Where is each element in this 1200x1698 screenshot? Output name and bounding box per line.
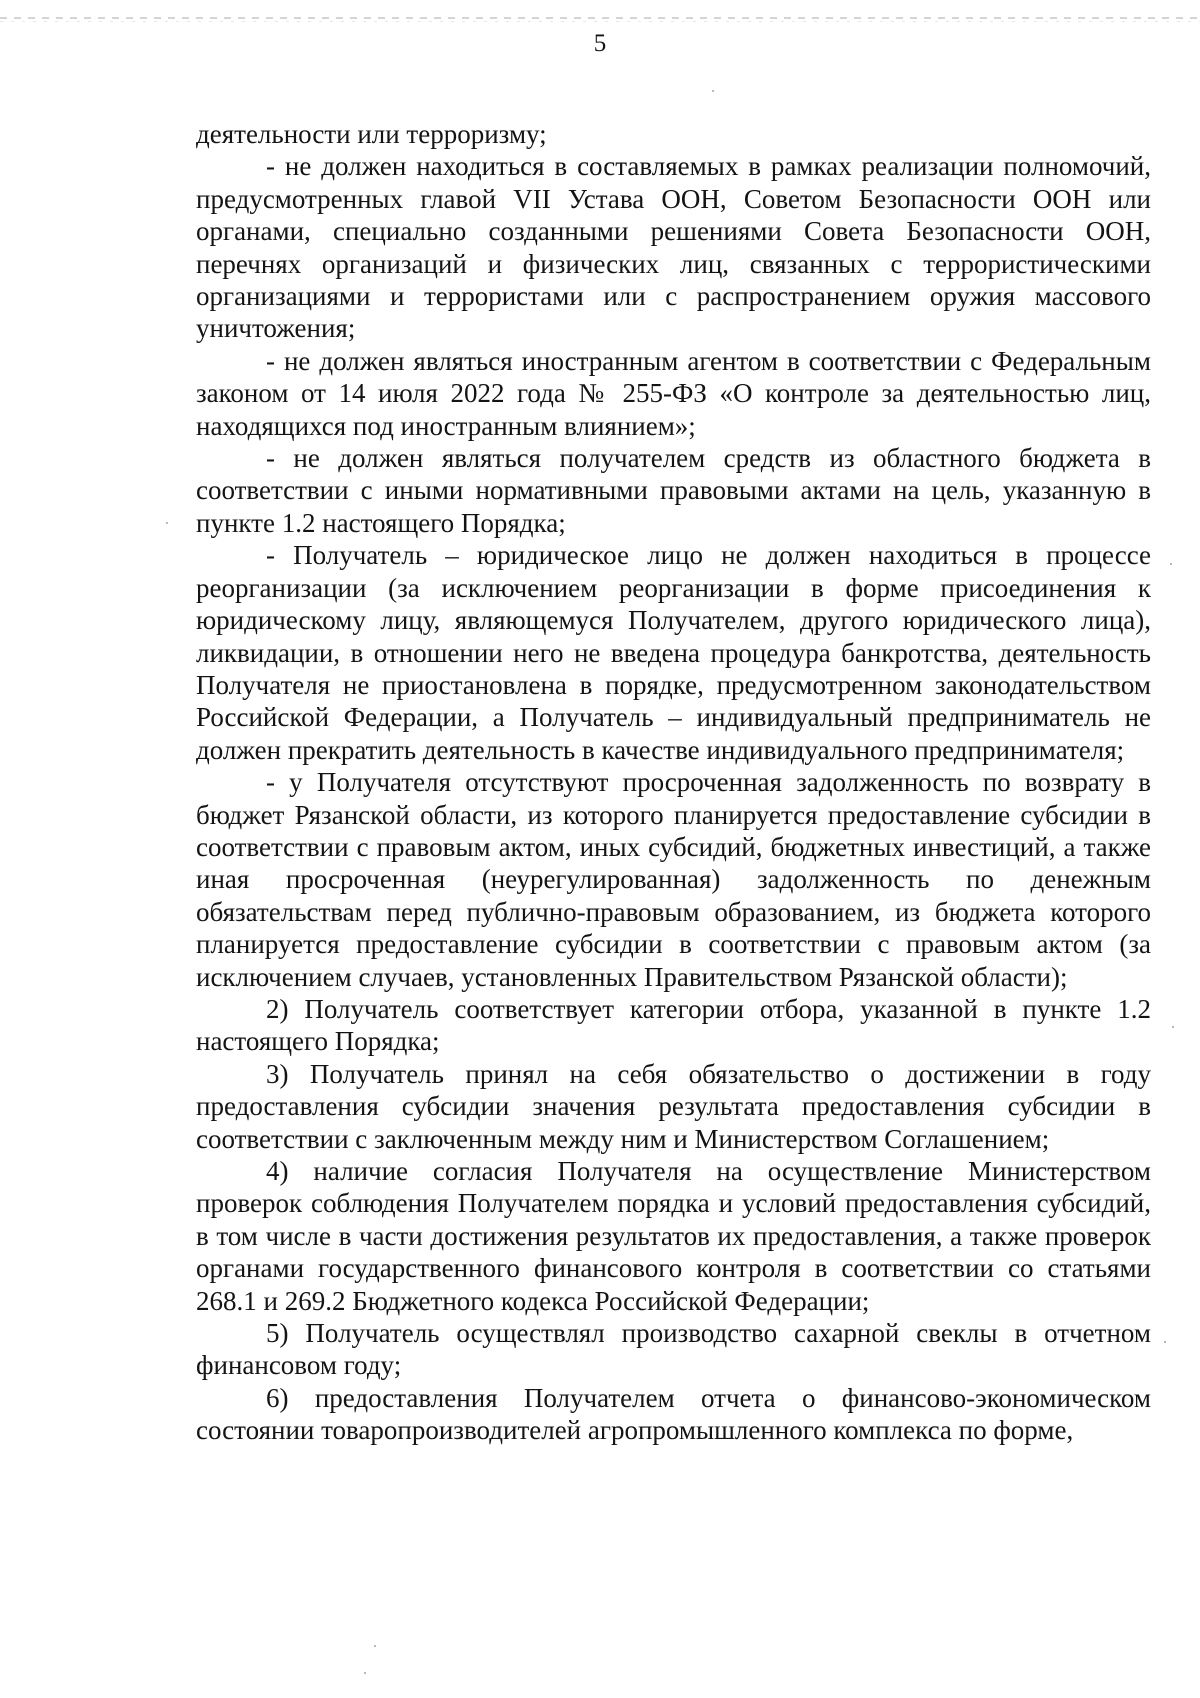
scan-speck xyxy=(166,522,168,524)
paragraph-overdue-debt: - у Получателя отсутствуют просроченная задолженность по возврату в бюджет Рязанской области, из которого планируется предоставление субсидии в соответствии с правовым актом, иных субсидий, бюджетных инвестиций, а также иная просроченная (неурегулированная) задолженность по денежным обязательствам перед публично-правовым образованием, из бюджета которого планируется предоставление субсидии в соответствии с правовым актом (за исключением случаев, установленных Правительством Рязанской области); xyxy=(196,767,1151,992)
scan-speck xyxy=(1164,1341,1166,1343)
scan-speck xyxy=(1170,563,1172,565)
scan-speck xyxy=(364,1672,366,1674)
paragraph-un-sanctions-list: - не должен находиться в составляемых в рамках реализации полномочий, предусмотренных главой VII Устава ООН, Советом Безопасности ООН или органами, специально созданными решениями Совета Безопасности ООН, перечнях организаций и физических лиц, связанных с террористическими организациями и террористами или с распространением оружия массового уничтожения; xyxy=(196,151,1151,344)
paragraph-item-4: 4) наличие согласия Получателя на осуществление Министерством проверок соблюдения Получателем порядка и условий предоставления субсидий, в том числе в части достижения результатов их предоставления, а также проверок органами государственного финансового контроля в соответствии со статьями 268.1 и 269.2 Бюджетного кодекса Российской Федерации; xyxy=(196,1156,1151,1316)
paragraph-item-2: 2) Получатель соответствует категории отбора, указанной в пункте 1.2 настоящего Порядка; xyxy=(196,993,1151,1057)
paragraph-reorganization: - Получатель – юридическое лицо не должен находиться в процессе реорганизации (за исключением реорганизации в форме присоединения к юридическому лицу, являющемуся Получателем, другого юридического лица), ликвидации, в отношении него не введена процедура банкротства, деятельность Получателя не приостановлена в порядке, предусмотренном законодательством Российской Федерации, а Получатель – индивидуальный предприниматель не должен прекратить деятельность в качестве индивидуального предпринимателя; xyxy=(196,540,1151,765)
document-body xyxy=(196,118,1151,1447)
paragraph-foreign-agent: - не должен являться иностранным агентом в соответствии с Федеральным законом от 14 июля 2022 года № 255-ФЗ «О контроле за деятельностью лиц, находящихся под иностранным влиянием»; xyxy=(196,345,1151,441)
paragraph-continuation: деятельности или терроризму; xyxy=(196,119,547,149)
scan-speck xyxy=(1172,1026,1174,1028)
paragraph-item-6: 6) предоставления Получателем отчета о финансово-экономическом состоянии товаропроизводителей агропромышленного комплекса по форме, xyxy=(196,1382,1151,1446)
paragraph-regional-budget-funds: - не должен являться получателем средств из областного бюджета в соответствии с иными нормативными правовыми актами на цель, указанную в пункте 1.2 настоящего Порядка; xyxy=(196,443,1151,538)
scan-speck xyxy=(712,90,714,92)
paragraph-item-3: 3) Получатель принял на себя обязательство о достижении в году предоставления субсидии значения результата предоставления субсидии в соответствии с заключенным между ним и Министерством Соглашением; xyxy=(196,1058,1151,1154)
scan-artifact-line xyxy=(0,17,1200,19)
scan-artifact-line xyxy=(0,21,1200,22)
paragraph-item-5: 5) Получатель осуществлял производство сахарной свеклы в отчетном финансовом году; xyxy=(196,1318,1151,1381)
scan-speck xyxy=(374,1645,376,1647)
page-number: 5 xyxy=(593,30,607,57)
